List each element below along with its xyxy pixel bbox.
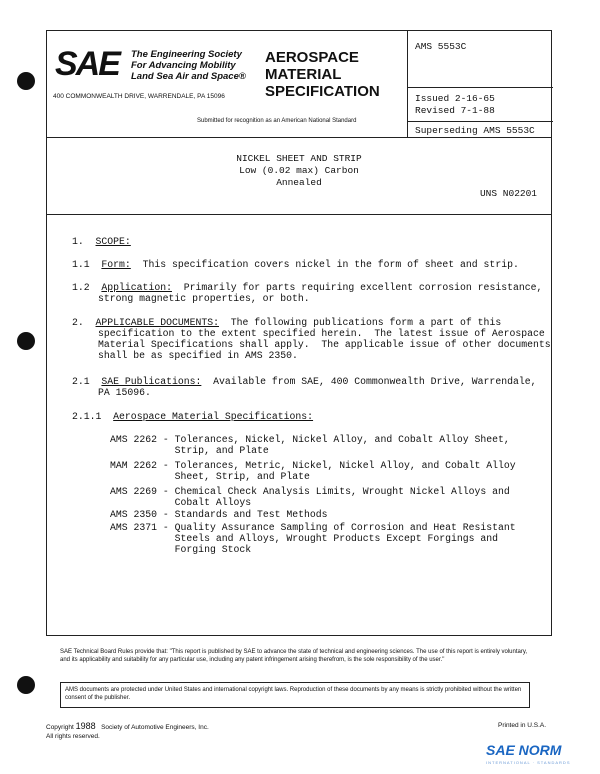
superseding: Superseding AMS 5553C	[415, 125, 535, 136]
punch-hole-bottom	[17, 676, 35, 694]
copyright-line: Copyright 1988 Society of Automotive Engineers, Inc. All rights reserved.	[46, 721, 209, 740]
divider	[47, 137, 551, 138]
doc-list-item: AMS 2350 - Standards and Test Methods	[110, 509, 328, 520]
issued-date: Issued 2-16-65	[415, 93, 495, 104]
doc-list-item: AMS 2269 - Chemical Check Analysis Limits, Wrought Nickel Alloys and Cobalt Alloys	[110, 486, 510, 508]
divider	[47, 214, 551, 215]
section-1-2: 1.2 Application: Primarily for parts requiring excellent corrosion resistance,	[72, 282, 543, 293]
divider	[407, 87, 553, 88]
subject-line-3: Annealed	[276, 177, 322, 188]
document-type-title: AEROSPACE MATERIAL SPECIFICATION	[265, 49, 380, 100]
subject-line-2: Low (0.02 max) Carbon	[239, 165, 359, 176]
sae-address: 400 COMMONWEALTH DRIVE, WARRENDALE, PA 15096	[53, 93, 225, 100]
sae-tagline: The Engineering Society For Advancing Mobility Land Sea Air and Space®	[131, 49, 246, 82]
doc-list-item: AMS 2262 - Tolerances, Nickel, Nickel Alloy, and Cobalt Alloy Sheet, Strip, and Plate	[110, 434, 510, 456]
subject-line-1: NICKEL SHEET AND STRIP	[236, 153, 362, 164]
section-2-cont: Material Specifications shall apply. The applicable issue of other documents	[98, 339, 551, 350]
punch-hole-top	[17, 72, 35, 90]
section-1-2-cont: strong magnetic properties, or both.	[98, 293, 310, 304]
section-2-1-cont: PA 15096.	[98, 387, 151, 398]
sae-norm-watermark: SAE NORM	[486, 742, 562, 758]
section-1-1: 1.1 Form: This specification covers nickel in the form of sheet and strip.	[72, 259, 519, 270]
section-2-1-1: 2.1.1 Aerospace Material Specifications:	[72, 411, 314, 422]
section-2: 2. APPLICABLE DOCUMENTS: The following publications form a part of this	[72, 317, 502, 328]
doc-list-item: AMS 2371 - Quality Assurance Sampling of Corrosion and Heat Resistant Steels and Alloys, Wrought Products Except Forgings and Forging Stock	[110, 522, 516, 555]
spec-number: AMS 5553C	[415, 41, 467, 52]
section-2-cont: shall be as specified in AMS 2350.	[98, 350, 298, 361]
sae-logo: SAE	[55, 45, 119, 83]
punch-hole-middle	[17, 332, 35, 350]
section-2-1: 2.1 SAE Publications: Available from SAE, 400 Commonwealth Drive, Warrendale,	[72, 376, 537, 387]
uns-number: UNS N02201	[479, 188, 537, 199]
doc-list-item: MAM 2262 - Tolerances, Metric, Nickel, Nickel Alloy, and Cobalt Alloy Sheet, Strip, and Plate	[110, 460, 516, 482]
copyright-notice-box: AMS documents are protected under United States and international copyright laws. Reproduction of these documents by any means is strictly prohibited without the written consent of the publisher.	[60, 682, 530, 708]
board-rules-note: SAE Technical Board Rules provide that: "This report is published by SAE to advance the state of technical and engineering sciences. The use of this report is entirely voluntary, and its applicability and suitability for any particular use, including any patent infringement arising therefrom, is the sole responsibility of the user."	[60, 649, 528, 663]
revised-date: Revised 7-1-88	[415, 105, 495, 116]
divider	[407, 121, 553, 122]
submitted-note: Submitted for recognition as an American National Standard	[197, 118, 357, 124]
section-2-cont: specification to the extent specified herein. The latest issue of Aerospace	[98, 328, 545, 339]
sae-norm-watermark-sub: INTERNATIONAL · STANDARDS	[486, 760, 571, 765]
section-1: 1. SCOPE:	[72, 236, 131, 247]
printed-in: Printed in U.S.A.	[498, 722, 547, 729]
